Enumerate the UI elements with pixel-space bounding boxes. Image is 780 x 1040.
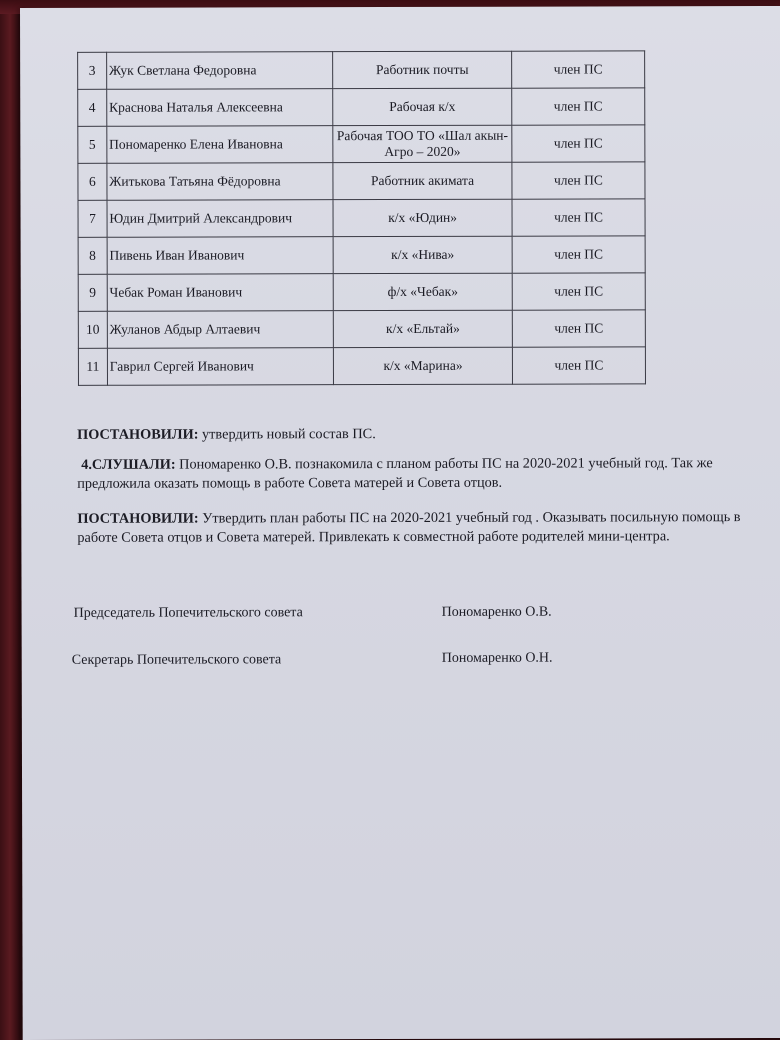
member-job: к/х «Юдин» <box>333 199 512 236</box>
heard-4-text: Пономаренко О.В. познакомила с планом работы ПС на 2020-2021 учебный год. Так же предложила оказать помощь в работе Совета матерей и Совета отцов. <box>77 455 713 492</box>
row-number: 10 <box>78 311 107 348</box>
member-job: Работник акимата <box>333 162 512 199</box>
table-row <box>78 162 645 200</box>
member-role: член ПС <box>512 236 645 273</box>
chair-title: Председатель Попечительского совета <box>73 605 303 621</box>
table-row <box>78 88 645 126</box>
decision-2-text: Утвердить план работы ПС на 2020-2021 учебный год . Оказывать посильную помощь в работе Совета отцов и Совета матерей. Привлекать к совместной работе родителей мини-центра. <box>77 509 741 546</box>
member-job: к/х «Марина» <box>334 347 513 384</box>
decision-2-label: ПОСТАНОВИЛИ: <box>77 510 199 527</box>
row-number: 4 <box>78 89 107 126</box>
member-name: Жуланов Абдыр Алтаевич <box>107 311 334 349</box>
table-row <box>78 310 645 348</box>
member-job: Работник почты <box>333 51 512 88</box>
member-name: Чебак Роман Иванович <box>107 274 334 312</box>
row-number: 7 <box>78 200 107 237</box>
member-job: к/х «Ельтай» <box>333 310 512 347</box>
decision-1-label: ПОСТАНОВИЛИ: <box>77 426 199 443</box>
member-job: Рабочая ТОО ТО «Шал акын-Агро – 2020» <box>333 125 512 162</box>
row-number: 9 <box>78 274 107 311</box>
heard-4-paragraph <box>77 454 749 494</box>
table-row <box>78 51 645 89</box>
member-name: Гаврил Сергей Иванович <box>107 348 334 386</box>
member-role: член ПС <box>512 51 645 88</box>
table-row <box>78 347 645 385</box>
secretary-name: Пономаренко О.Н. <box>441 650 553 666</box>
table-row <box>78 273 645 311</box>
row-number: 11 <box>78 348 107 385</box>
row-number: 8 <box>78 237 107 274</box>
member-role: член ПС <box>512 199 645 236</box>
member-name: Пономаренко Елена Ивановна <box>107 126 334 164</box>
decision-2-paragraph <box>77 508 749 548</box>
member-job: ф/х «Чебак» <box>333 273 512 310</box>
member-name: Юдин Дмитрий Александрович <box>107 200 334 238</box>
row-number: 6 <box>78 163 107 200</box>
member-name: Краснова Наталья Алексеевна <box>107 89 334 127</box>
member-role: член ПС <box>512 310 645 347</box>
member-name: Житькова Татьяна Фёдоровна <box>107 163 334 201</box>
decision-1-paragraph <box>77 424 749 445</box>
member-name: Пивень Иван Иванович <box>107 237 334 275</box>
secretary-title: Секретарь Попечительского совета <box>71 652 282 668</box>
members-table-body <box>78 51 646 385</box>
member-name: Жук Светлана Федоровна <box>106 52 333 90</box>
member-role: член ПС <box>512 88 645 125</box>
decision-1-text: утвердить новый состав ПС. <box>198 426 376 443</box>
member-role: член ПС <box>512 273 645 310</box>
row-number: 5 <box>78 126 107 163</box>
chair-name: Пономаренко О.В. <box>441 604 552 620</box>
member-role: член ПС <box>512 347 645 384</box>
table-row <box>78 236 645 274</box>
member-role: член ПС <box>512 162 645 199</box>
members-table <box>77 50 646 385</box>
document-page <box>20 6 780 1040</box>
row-number: 3 <box>78 52 107 89</box>
table-row <box>78 125 645 163</box>
table-row <box>78 199 645 237</box>
member-role: член ПС <box>512 125 645 162</box>
heard-4-label: 4.СЛУШАЛИ: <box>81 456 176 473</box>
member-job: к/х «Нива» <box>333 236 512 273</box>
member-job: Рабочая к/х <box>333 88 512 125</box>
